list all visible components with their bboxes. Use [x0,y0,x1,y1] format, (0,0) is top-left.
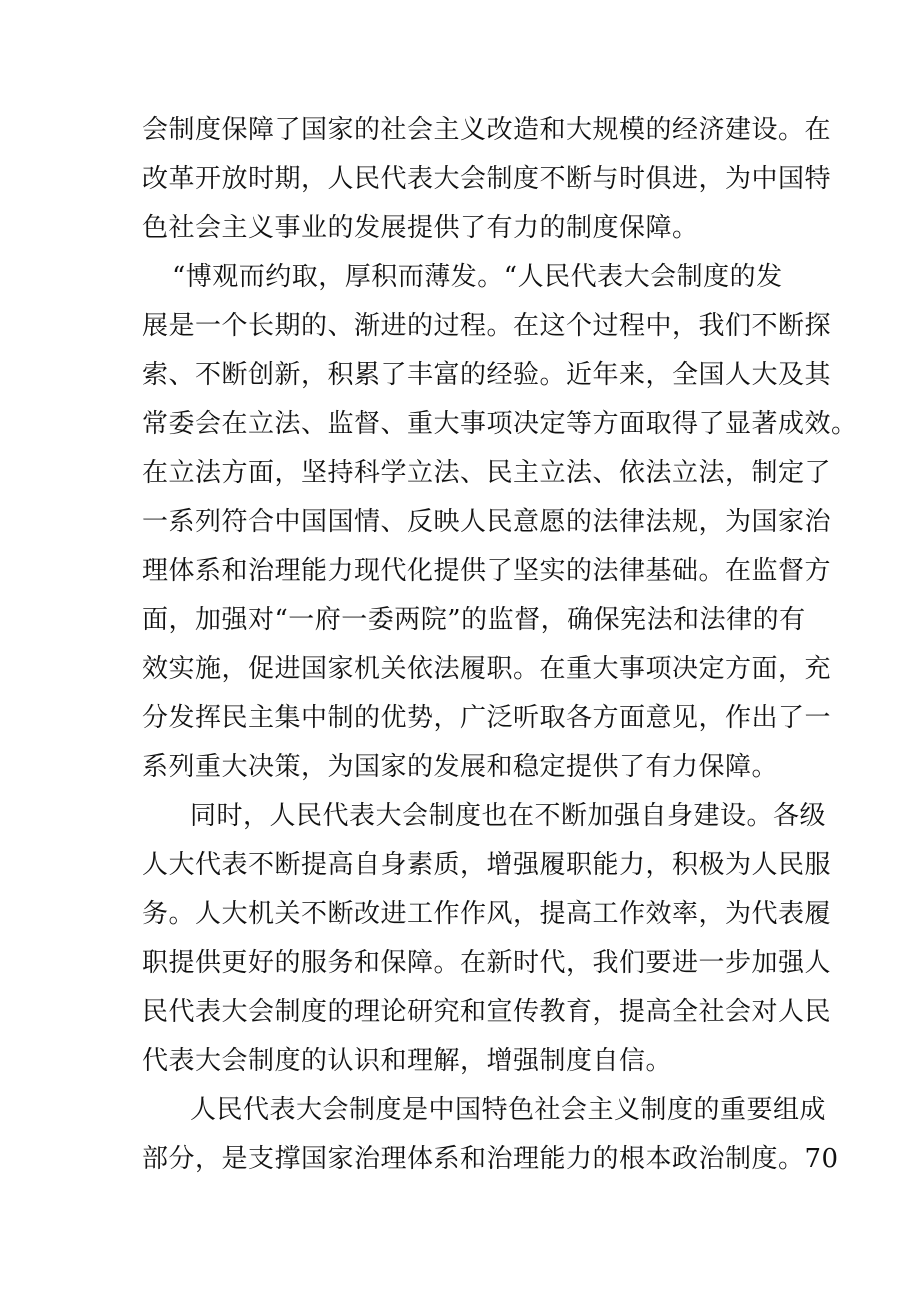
text-line: 展是一个长期的、渐进的过程。在这个过程中，我们不断探 [142,311,832,341]
paragraph-start-line: 同时，人民代表大会制度也在不断加强自身建设。各级 [190,801,827,831]
text-line: 职提供更好的服务和保障。在新时代，我们要进一步加强人 [142,948,832,978]
text-line: 人大代表不断提高自身素质，增强履职能力，积极为人民服 [142,850,832,880]
text-line: 常委会在立法、监督、重大事项决定等方面取得了显著成效。 [142,409,858,439]
text-line: 在立法方面，坚持科学立法、民主立法、依法立法，制定了 [142,458,832,488]
paragraph-start-line: “博观而约取，厚积而薄发。“人民代表大会制度的发 [172,262,783,292]
text-line: 索、不断创新，积累了丰富的经验。近年来，全国人大及其 [142,360,832,390]
text-line: 务。人大机关不断改进工作作风，提高工作效率，为代表履 [142,899,832,929]
text-line: 一系列符合中国国情、反映人民意愿的法律法规，为国家治 [142,507,832,537]
text-line: 色社会主义事业的发展提供了有力的制度保障。 [142,213,699,243]
text-line: 代表大会制度的认识和理解，增强制度自信。 [142,1046,673,1076]
text-line: 系列重大决策，为国家的发展和稳定提供了有力保障。 [142,752,779,782]
text-line: 改革开放时期，人民代表大会制度不断与时俱进，为中国特 [142,164,832,194]
text-line: 分发挥民主集中制的优势，广泛听取各方面意见，作出了一 [142,703,832,733]
text-line: 部分，是支撑国家治理体系和治理能力的根本政治制度。70 [142,1144,839,1174]
text-line: 会制度保障了国家的社会主义改造和大规模的经济建设。在 [142,115,832,145]
text-line: 理体系和治理能力现代化提供了坚实的法律基础。在监督方 [142,556,832,586]
text-line: 效实施，促进国家机关依法履职。在重大事项决定方面，充 [142,654,832,684]
paragraph-start-line: 人民代表大会制度是中国特色社会主义制度的重要组成 [190,1095,827,1125]
text-line: 民代表大会制度的理论研究和宣传教育，提高全社会对人民 [142,997,832,1027]
text-line: 面，加强对“一府一委两院”的监督，确保宪法和法律的有 [142,605,806,635]
